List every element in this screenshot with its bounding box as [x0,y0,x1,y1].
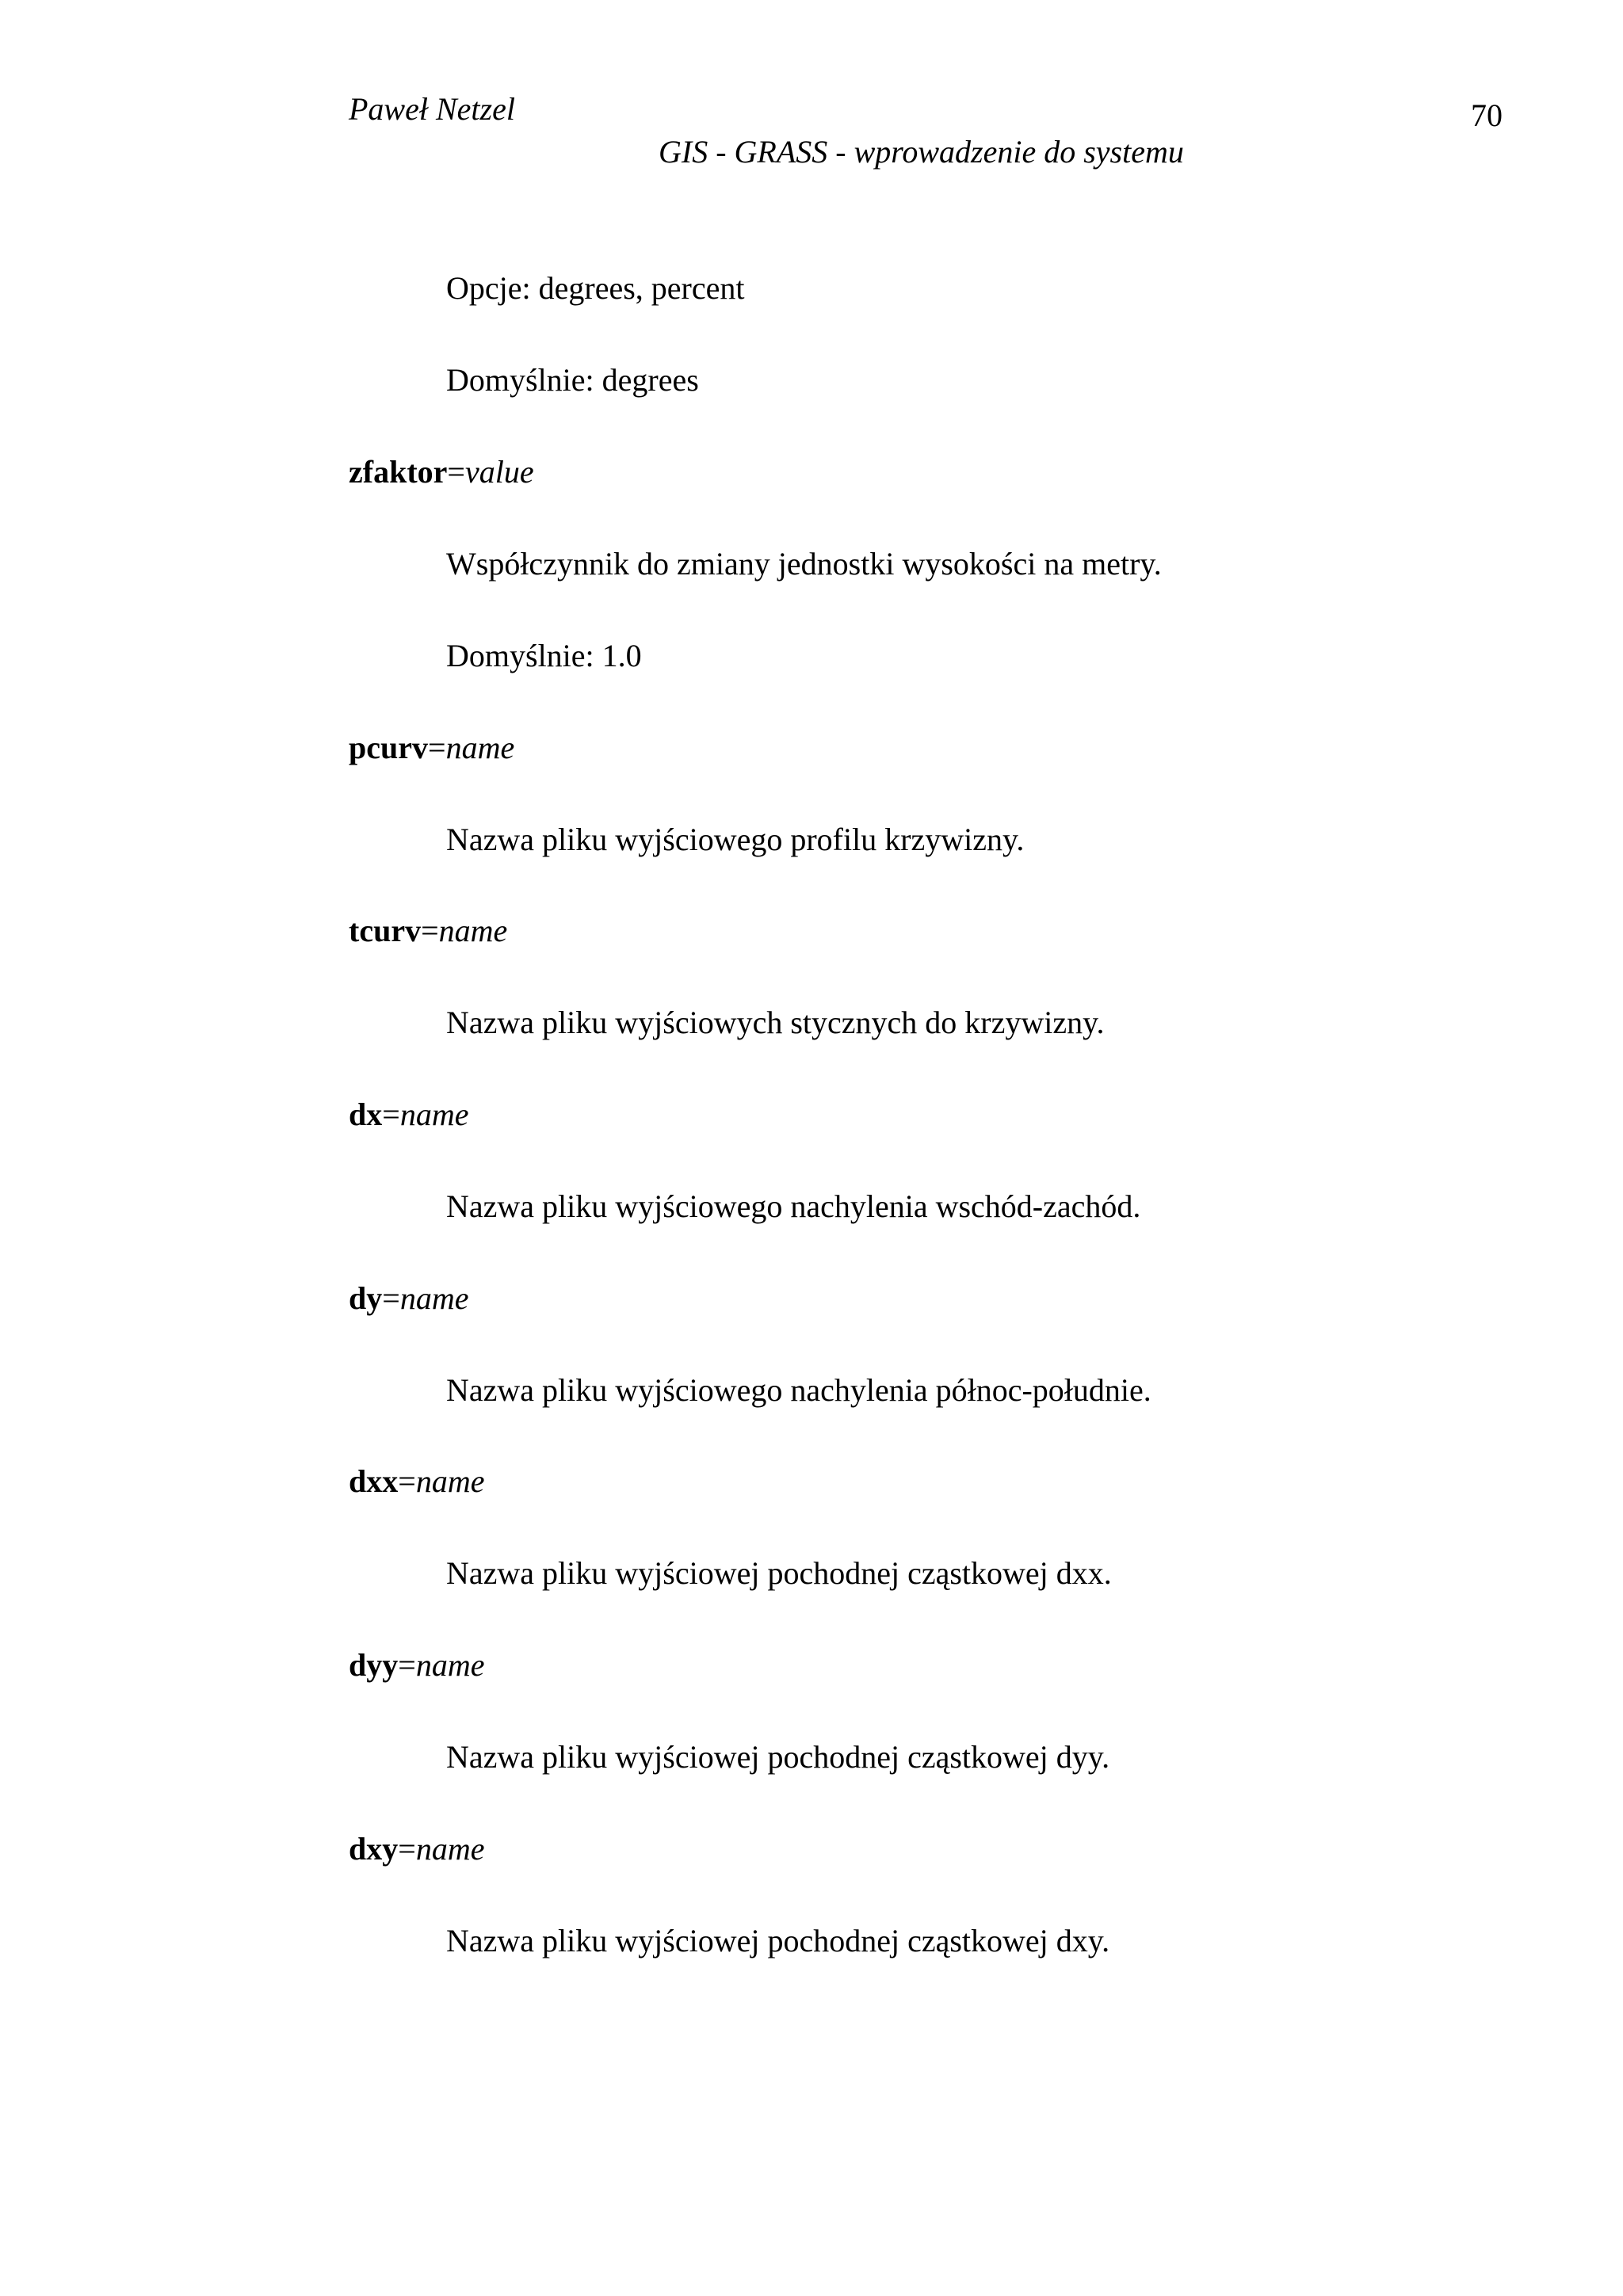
param-dx [349,1099,468,1131]
param-eq: = [382,1097,400,1132]
param-key: tcurv [349,913,422,948]
param-tcurv [349,915,507,947]
param-dxy [349,1833,484,1865]
param-dyy [349,1647,485,1683]
param-value: name [399,1280,469,1316]
pcurv-description: Nazwa pliku wyjściowego profilu krzywizny. [446,822,1025,857]
dxx-description: Nazwa pliku wyjściowej pochodnej cząstkowej dxx. [446,1555,1112,1591]
param-key: dy [349,1280,383,1316]
param-eq: = [447,454,465,490]
default-degrees: Domyślnie: degrees [446,362,699,398]
page-number: 70 [1471,97,1503,133]
param-key: dx [349,1097,383,1132]
param-key: zfaktor [349,454,448,490]
header-title: GIS - GRASS - wprowadzenie do systemu [659,134,1184,170]
dxy-description: Nazwa pliku wyjściowej pochodnej cząstkowej dxy. [446,1923,1110,1958]
param-eq: = [428,730,446,765]
param-eq: = [398,1647,416,1683]
param-eq: = [398,1831,416,1867]
tcurv-description: Nazwa pliku wyjściowych stycznych do krzywizny. [446,1005,1105,1040]
param-eq: = [398,1463,416,1499]
dy-description: Nazwa pliku wyjściowego nachylenia północ-południe. [446,1372,1151,1408]
param-key: dxx [349,1463,399,1499]
param-value: name [415,1831,485,1867]
param-zfaktor [349,456,534,488]
param-key: pcurv [349,730,428,765]
dx-description: Nazwa pliku wyjściowego nachylenia wschód-zachód. [446,1188,1141,1224]
param-eq: = [382,1280,400,1316]
param-value: name [415,1647,485,1683]
header-author: Paweł Netzel [349,91,515,127]
param-value: name [438,913,508,948]
param-value: value [464,454,534,490]
param-dy [349,1280,469,1316]
param-eq: = [421,913,439,948]
param-key: dyy [349,1647,399,1683]
param-pcurv [349,732,514,764]
dyy-description: Nazwa pliku wyjściowej pochodnej cząstkowej dyy. [446,1739,1110,1775]
options-line: Opcje: degrees, percent [446,270,745,306]
param-value: name [445,730,515,765]
param-dxx [349,1463,485,1499]
param-key: dxy [349,1831,399,1867]
zfaktor-description: Współczynnik do zmiany jednostki wysokości na metry. [446,546,1162,582]
param-value: name [415,1463,485,1499]
zfaktor-default: Domyślnie: 1.0 [446,638,642,673]
param-value: name [399,1097,469,1132]
